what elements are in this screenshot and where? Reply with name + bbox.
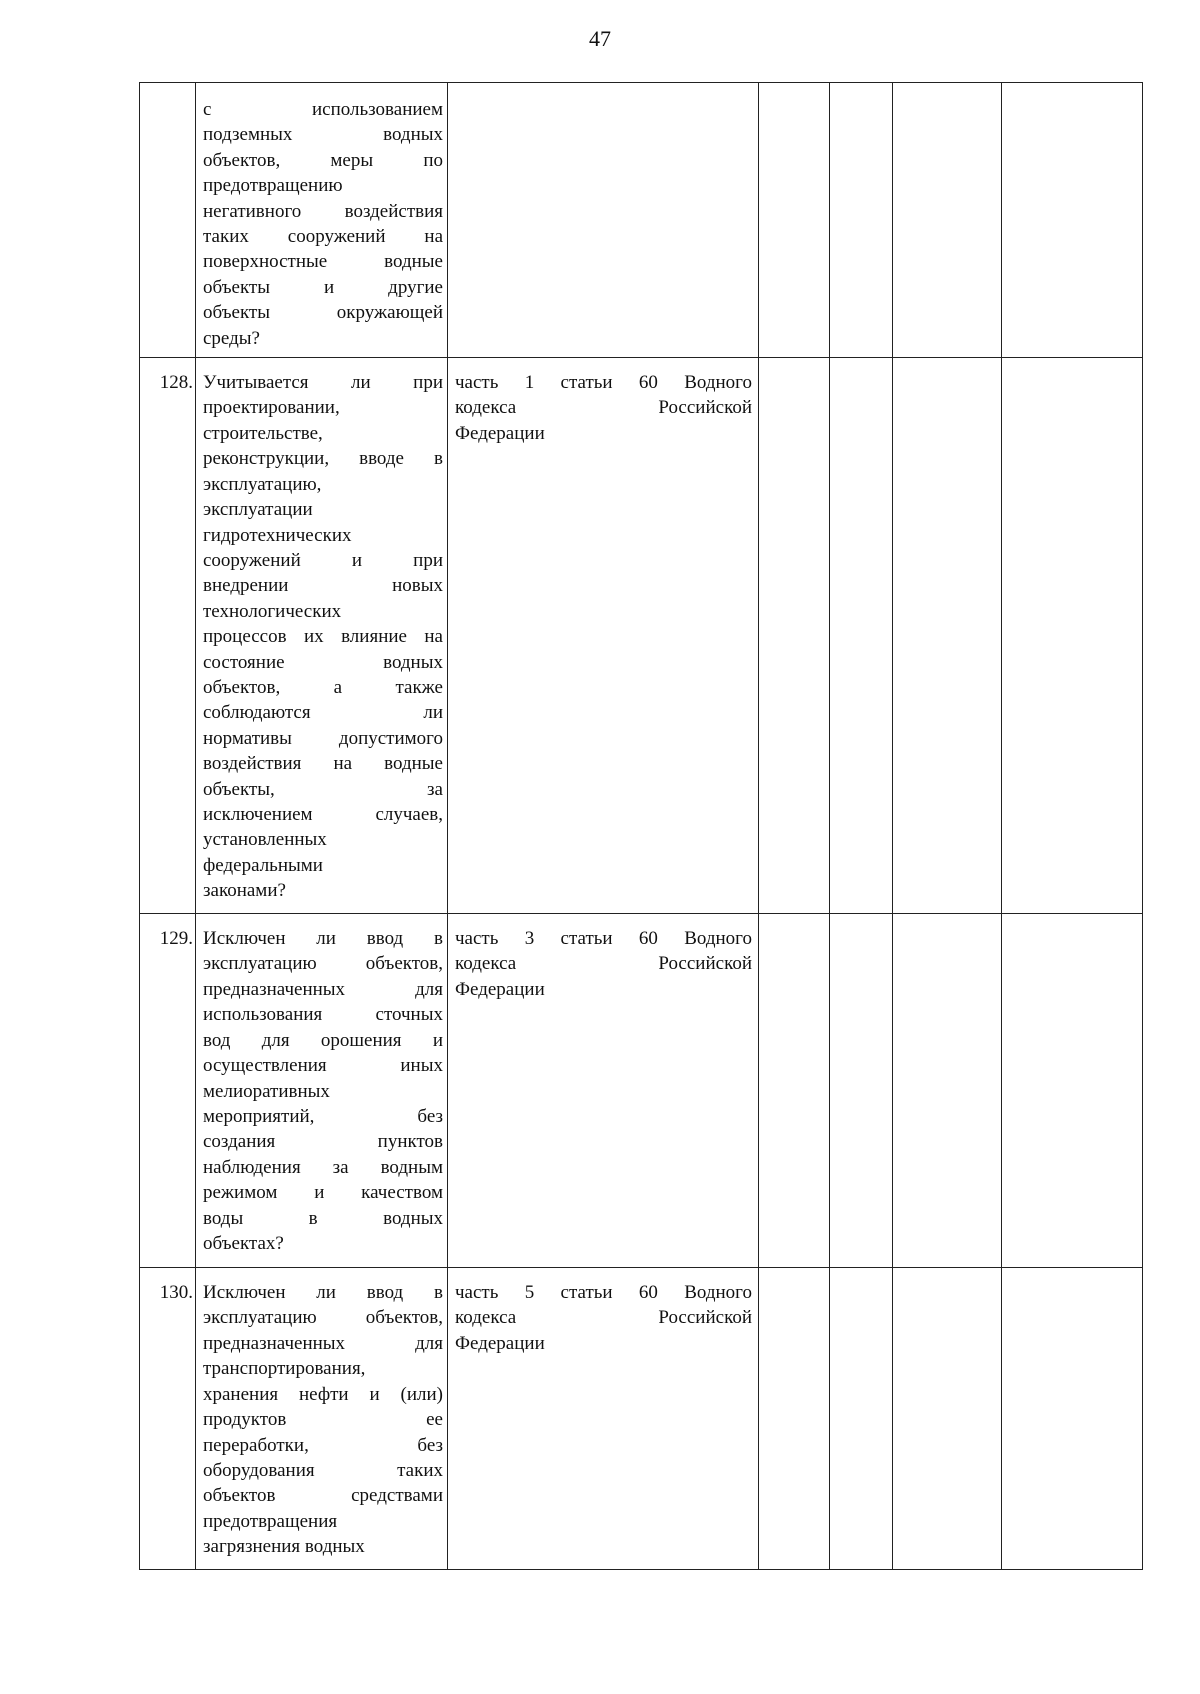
question-line: строительстве, [203,422,323,444]
question-line: объектах? [203,1232,284,1254]
answer-cell [1002,358,1143,914]
question-line: эксплуатацию, [203,473,322,495]
question-line: объектов, а также [203,676,443,698]
question-line: проектировании, [203,397,340,419]
question-line: объекты и другие [203,276,443,298]
legal-reference-cell [448,1268,759,1570]
answer-cell [759,83,830,358]
table-row [140,1268,1143,1570]
question-line: продуктов ее [203,1409,443,1431]
question-line: хранения нефти и (или) [203,1383,443,1405]
question-line: законами? [203,880,286,902]
question-line: внедрении новых [203,575,443,597]
question-line: предназначенных для [203,978,443,1000]
question-line: воды в водных [203,1207,443,1229]
legal-reference-line: кодекса Российской [455,1307,752,1329]
legal-reference-line: кодекса Российской [455,953,752,975]
table-row [140,83,1143,358]
answer-cell [759,1268,830,1570]
answer-cell [1002,914,1143,1268]
answer-cell [830,358,893,914]
question-line: гидротехнических [203,524,352,546]
question-line: состояние водных [203,651,443,673]
question-line: переработки, без [203,1434,443,1456]
checklist-table [139,82,1143,1570]
question-cell [196,914,448,1268]
question-line: реконструкции, вводе в [203,448,443,470]
question-line: создания пунктов [203,1131,443,1153]
question-line: мелиоративных [203,1080,330,1102]
legal-reference-line: Федерации [455,978,545,1000]
answer-cell [1002,83,1143,358]
answer-cell [830,83,893,358]
question-line: предназначенных для [203,1332,443,1354]
question-line: объектов, меры по [203,149,443,171]
answer-cell [893,358,1002,914]
question-line: соблюдаются ли [203,702,443,724]
question-line: режимом и качеством [203,1182,443,1204]
question-line: воздействия на водные [203,753,443,775]
legal-reference-line: Федерации [455,422,545,444]
question-line: эксплуатацию объектов, [203,1307,443,1329]
question-line: Учитывается ли при [203,372,443,394]
question-line: эксплуатации [203,499,313,521]
answer-cell [830,1268,893,1570]
row-number: 130. [140,1268,196,1570]
row-number: 128. [140,358,196,914]
question-line: негативного воздействия [203,200,443,222]
question-line: поверхностные водные [203,251,443,273]
question-line: предотвращению [203,175,343,197]
answer-cell [759,358,830,914]
question-line: транспортирования, [203,1358,366,1380]
answer-cell [893,83,1002,358]
legal-reference-line: Федерации [455,1332,545,1354]
question-line: подземных водных [203,124,443,146]
question-line: вод для орошения и [203,1029,443,1051]
answer-cell [1002,1268,1143,1570]
legal-reference-cell [448,914,759,1268]
question-line: сооружений и при [203,549,443,571]
answer-cell [893,1268,1002,1570]
question-line: таких сооружений на [203,226,443,248]
question-line: объекты, за [203,778,443,800]
answer-cell [759,914,830,1268]
question-line: оборудования таких [203,1459,443,1481]
question-line: среды? [203,327,260,349]
row-number [140,83,196,358]
question-line: нормативы допустимого [203,727,443,749]
question-cell [196,358,448,914]
legal-reference-line: часть 3 статьи 60 Водного [455,928,752,950]
row-number: 129. [140,914,196,1268]
legal-reference-cell [448,358,759,914]
question-line: объектов средствами [203,1485,443,1507]
question-line: Исключен ли ввод в [203,1282,443,1304]
table-row [140,358,1143,914]
question-line: технологических [203,600,342,622]
question-line: с использованием [203,99,443,120]
answer-cell [893,914,1002,1268]
question-line: установленных [203,829,327,851]
question-cell [196,1268,448,1570]
question-line: процессов их влияние на [203,626,443,648]
page-number: 47 [589,26,611,51]
question-line: наблюдения за водным [203,1156,443,1178]
question-line: исключением случаев, [203,803,443,825]
question-line: загрязнения водных [203,1536,365,1558]
question-line: предотвращения [203,1510,338,1532]
question-line: федеральными [203,854,323,876]
question-line: осуществления иных [203,1055,443,1077]
question-line: объекты окружающей [203,302,443,324]
legal-reference-cell [448,83,759,358]
question-cell [196,83,448,358]
question-line: использования сточных [203,1004,443,1026]
question-line: мероприятий, без [203,1105,443,1127]
question-line: эксплуатацию объектов, [203,953,443,975]
legal-reference-line: кодекса Российской [455,397,752,419]
legal-reference-line: часть 1 статьи 60 Водного [455,372,752,394]
question-line: Исключен ли ввод в [203,928,443,950]
legal-reference-line: часть 5 статьи 60 Водного [455,1282,752,1304]
table-row [140,914,1143,1268]
answer-cell [830,914,893,1268]
